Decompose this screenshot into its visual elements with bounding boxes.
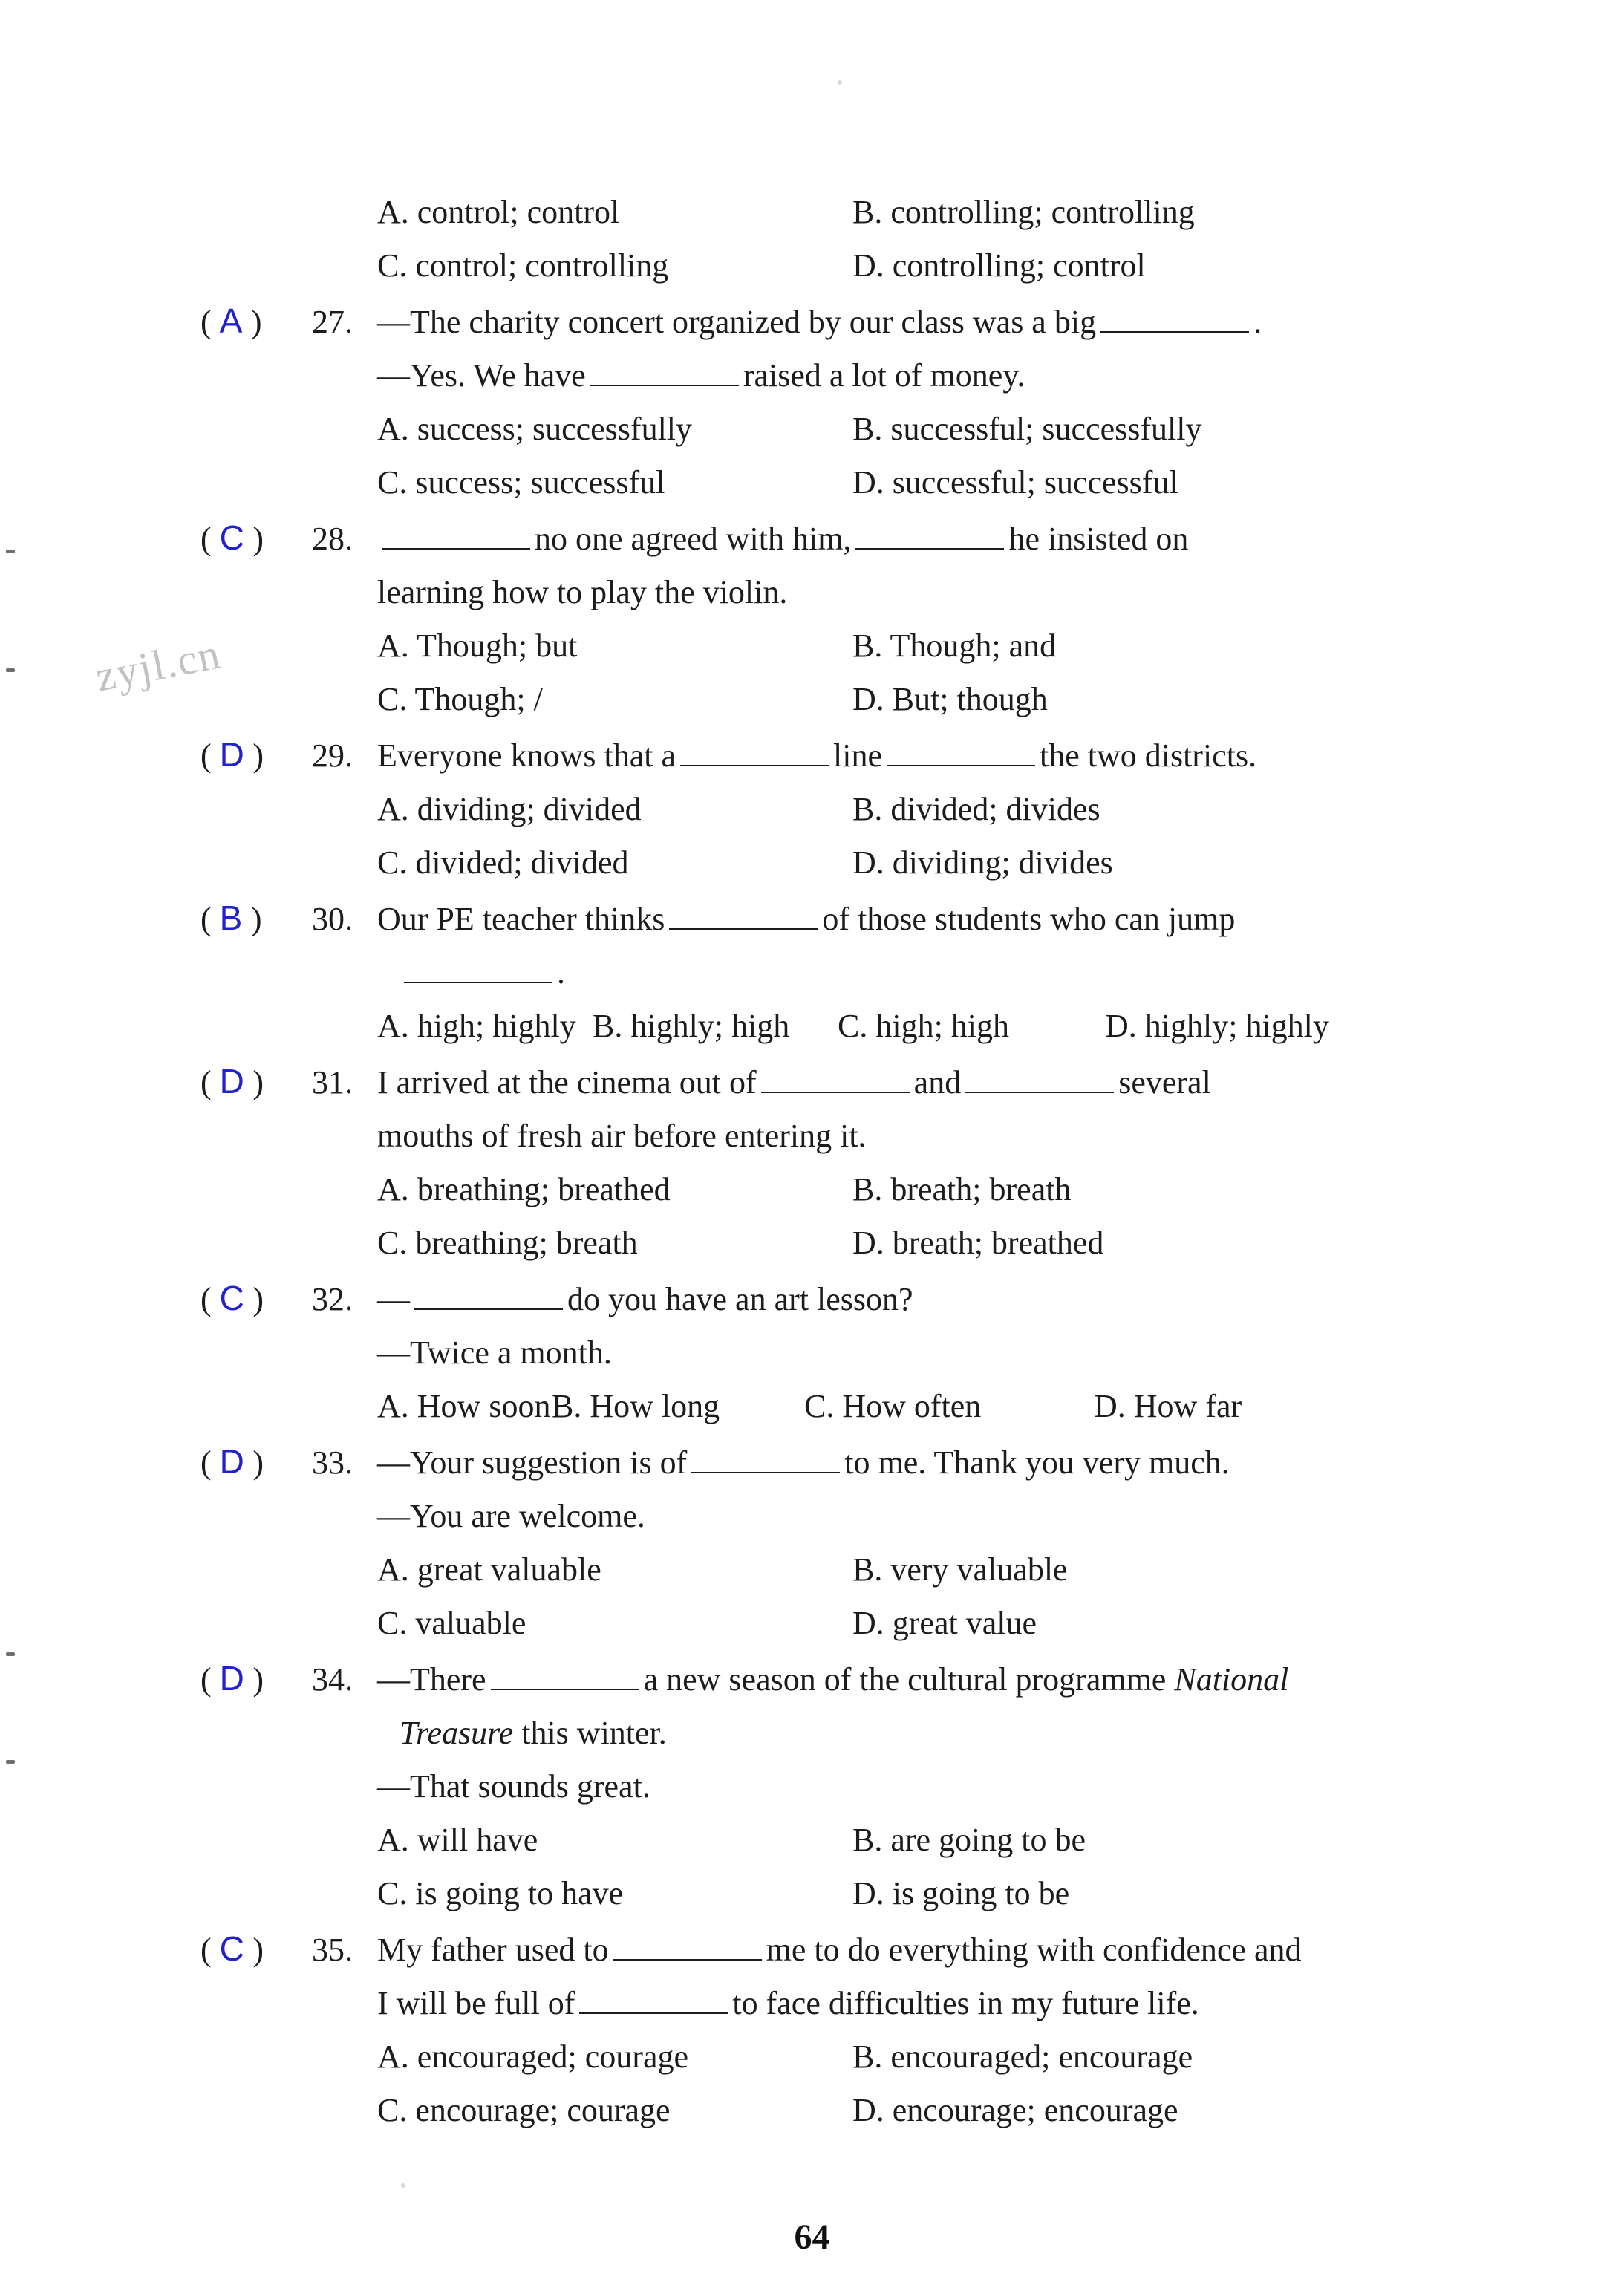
- edge-mark: [6, 1652, 15, 1656]
- programme-title-part1: National: [1174, 1661, 1289, 1698]
- option-row: [200, 783, 1507, 836]
- option-a[interactable]: A. great valuable: [377, 1551, 601, 1588]
- option-d[interactable]: D. is going to be: [852, 1875, 1070, 1911]
- option-c[interactable]: C. Though; /: [377, 681, 543, 717]
- answer-letter: D: [219, 1659, 245, 1698]
- question-stem-line: [200, 1977, 1507, 2030]
- question-block-34: [200, 1652, 1507, 1920]
- option-row: [200, 836, 1507, 890]
- answer-slot-29[interactable]: ( D ): [200, 735, 264, 774]
- option-row: [200, 1597, 1507, 1650]
- question-text: Our PE teacher thinks of those students who can jump: [377, 901, 1236, 937]
- question-text: Treasure this winter.: [400, 1715, 667, 1751]
- scan-speck: [401, 2183, 405, 2188]
- option-c[interactable]: C. How often: [804, 1388, 982, 1424]
- option-c[interactable]: C. high; high: [838, 1008, 1010, 1044]
- answer-letter: A: [219, 302, 243, 340]
- question-text: —You are welcome.: [377, 1498, 645, 1534]
- answer-slot-33[interactable]: ( D ): [200, 1442, 264, 1481]
- option-row: [200, 1163, 1507, 1216]
- question-block-28: [200, 511, 1507, 726]
- option-a[interactable]: A. high; highly: [377, 1008, 576, 1044]
- option-row: [200, 239, 1507, 293]
- question-stem-line: [200, 1326, 1507, 1380]
- question-block-35: [200, 1922, 1507, 2137]
- answer-blank[interactable]: [887, 743, 1035, 766]
- option-row: [200, 673, 1507, 726]
- option-row: [200, 1867, 1507, 1920]
- question-stem-line: [200, 946, 1507, 1000]
- question-text: —The charity concert organized by our class was a big .: [377, 304, 1262, 340]
- watermark: zyjl.cn: [91, 629, 225, 701]
- answer-blank[interactable]: [491, 1666, 639, 1690]
- option-a[interactable]: A. success; successfully: [377, 411, 693, 447]
- question-text: no one agreed with him, he insisted on: [377, 512, 1507, 566]
- question-stem-line: [200, 1652, 1507, 1707]
- option-c[interactable]: C. success; successful: [377, 464, 665, 501]
- answer-letter: D: [219, 1442, 245, 1481]
- option-b[interactable]: B. encouraged; encourage: [852, 2038, 1193, 2075]
- option-c[interactable]: C. encourage; courage: [377, 2092, 671, 2128]
- page-number: 64: [794, 2217, 830, 2257]
- option-c[interactable]: C. is going to have: [377, 1875, 624, 1911]
- answer-blank[interactable]: [680, 743, 829, 766]
- answer-blank[interactable]: [669, 906, 818, 930]
- answer-letter: B: [219, 899, 243, 937]
- question-stem-line: [200, 1271, 1507, 1326]
- question-block-27: [200, 294, 1507, 509]
- question-text: I will be full of to face difficulties in my future life.: [377, 1985, 1199, 2021]
- question-text: I arrived at the cinema out of and several: [377, 1064, 1211, 1101]
- option-b[interactable]: B. highly; high: [593, 1008, 790, 1044]
- question-stem-line: [200, 891, 1507, 946]
- option-c[interactable]: C. breathing; breath: [377, 1225, 638, 1261]
- question-number: 32.: [312, 1281, 353, 1317]
- questions-container: [200, 186, 1507, 2139]
- option-a[interactable]: A. will have: [377, 1822, 538, 1858]
- answer-blank[interactable]: [855, 526, 1004, 550]
- edge-mark: [6, 1760, 15, 1764]
- option-row: [200, 1543, 1507, 1597]
- answer-letter: C: [219, 1929, 245, 1968]
- answer-slot-31[interactable]: ( D ): [200, 1062, 264, 1101]
- question-stem-line: [200, 1490, 1507, 1543]
- question-block-33: [200, 1435, 1507, 1650]
- option-d[interactable]: D. dividing; divides: [852, 844, 1113, 881]
- question-text: —There a new season of the cultural programme National: [377, 1661, 1289, 1698]
- question-text: mouths of fresh air before entering it.: [377, 1118, 867, 1154]
- option-row: [200, 1380, 1507, 1433]
- question-block-30: [200, 891, 1507, 1053]
- option-d[interactable]: D. successful; successful: [852, 464, 1178, 501]
- question-number: 35.: [312, 1932, 353, 1968]
- option-d[interactable]: D. breath; breathed: [852, 1225, 1104, 1261]
- answer-blank[interactable]: [691, 1450, 840, 1473]
- option-b[interactable]: B. are going to be: [852, 1822, 1086, 1858]
- edge-mark: [6, 550, 15, 553]
- question-number: 27.: [312, 304, 353, 340]
- answer-slot-30[interactable]: ( B ): [200, 899, 262, 937]
- answer-slot-34[interactable]: ( D ): [200, 1659, 264, 1698]
- answer-slot-28[interactable]: ( C ): [200, 518, 264, 557]
- question-stem-line: [200, 349, 1507, 402]
- question-text: —Your suggestion is of to me. Thank you very much.: [377, 1444, 1230, 1481]
- option-d[interactable]: D. highly; highly: [1105, 1008, 1329, 1044]
- option-row: [200, 186, 1507, 239]
- option-row: [200, 619, 1507, 673]
- option-c[interactable]: C. valuable: [377, 1605, 526, 1641]
- option-b[interactable]: B. successful; successfully: [852, 411, 1202, 447]
- option-row: [200, 1216, 1507, 1270]
- question-stem-line: [200, 1760, 1507, 1813]
- question-text: learning how to play the violin.: [377, 574, 788, 610]
- option-d[interactable]: D. great value: [852, 1605, 1037, 1641]
- question-text: —Twice a month.: [377, 1334, 612, 1371]
- option-b[interactable]: B. very valuable: [852, 1551, 1068, 1588]
- option-a[interactable]: A. encouraged; courage: [377, 2038, 689, 2075]
- option-d[interactable]: D. encourage; encourage: [852, 2092, 1178, 2128]
- question-number: 28.: [312, 521, 353, 557]
- question-number: 31.: [312, 1064, 353, 1101]
- question-number: 29.: [312, 737, 353, 774]
- question-stem-line: [200, 1109, 1507, 1163]
- option-b[interactable]: B. controlling; controlling: [852, 194, 1195, 230]
- edge-mark: [6, 668, 15, 672]
- option-row: [200, 1813, 1507, 1867]
- option-row: [200, 402, 1507, 456]
- question-stem-line: [200, 1435, 1507, 1490]
- option-d[interactable]: D. But; though: [852, 681, 1048, 717]
- question-stem-line: [200, 1922, 1507, 1977]
- answer-blank[interactable]: [404, 959, 552, 983]
- question-text: My father used to me to do everything with confidence and: [377, 1932, 1302, 1968]
- answer-slot-35[interactable]: ( C ): [200, 1929, 264, 1968]
- answer-slot-32[interactable]: ( C ): [200, 1279, 264, 1317]
- question-text: —That sounds great.: [377, 1768, 650, 1805]
- answer-letter: C: [219, 1279, 245, 1317]
- option-d[interactable]: D. How far: [1094, 1388, 1242, 1424]
- answer-blank[interactable]: [579, 1990, 728, 2014]
- option-row: [200, 456, 1507, 509]
- question-stem-line: [200, 511, 1507, 566]
- question-stem-line: [200, 1707, 1507, 1760]
- option-a[interactable]: A. control; control: [377, 194, 620, 230]
- option-row: [200, 2084, 1507, 2137]
- question-text: — do you have an art lesson?: [377, 1281, 913, 1317]
- answer-slot-27[interactable]: ( A ): [200, 302, 262, 340]
- option-row: [200, 1000, 1507, 1053]
- answer-blank[interactable]: [414, 1286, 563, 1310]
- option-a[interactable]: A. How soon: [377, 1388, 551, 1424]
- option-a[interactable]: A. breathing; breathed: [377, 1171, 671, 1207]
- question-number: 34.: [312, 1661, 353, 1698]
- question-stem-line: [200, 1055, 1507, 1109]
- question-stem-line: [200, 566, 1507, 619]
- option-b[interactable]: B. How long: [552, 1388, 720, 1424]
- answer-blank[interactable]: [382, 526, 530, 550]
- option-b[interactable]: B. breath; breath: [852, 1171, 1072, 1207]
- question-block-31: [200, 1055, 1507, 1270]
- question-text: —Yes. We have raised a lot of money.: [377, 357, 1025, 394]
- question-text: .: [400, 946, 1507, 1000]
- question-block-26-options: [200, 186, 1507, 293]
- option-c[interactable]: C. divided; divided: [377, 844, 629, 881]
- option-c[interactable]: C. control; controlling: [377, 247, 669, 284]
- answer-letter: C: [219, 518, 245, 557]
- answer-blank[interactable]: [590, 362, 739, 386]
- question-number: 33.: [312, 1444, 353, 1481]
- option-row: [200, 2030, 1507, 2084]
- answer-blank[interactable]: [1100, 309, 1249, 333]
- answer-blank[interactable]: [613, 1937, 762, 1961]
- answer-letter: D: [219, 735, 245, 774]
- option-b[interactable]: B. Though; and: [852, 628, 1057, 664]
- answer-blank[interactable]: [965, 1069, 1114, 1093]
- question-block-32: [200, 1271, 1507, 1433]
- question-text: Everyone knows that a line the two districts.: [377, 737, 1257, 774]
- option-d[interactable]: D. controlling; control: [852, 247, 1146, 284]
- option-a[interactable]: A. Though; but: [377, 628, 578, 664]
- option-b[interactable]: B. divided; divides: [852, 791, 1100, 827]
- question-block-29: [200, 728, 1507, 890]
- question-stem-line: [200, 294, 1507, 349]
- question-stem-line: [200, 728, 1507, 783]
- programme-title-part2: Treasure: [400, 1715, 514, 1751]
- answer-letter: D: [219, 1062, 245, 1101]
- question-number: 30.: [312, 901, 353, 937]
- option-a[interactable]: A. dividing; divided: [377, 791, 642, 827]
- scan-speck: [838, 80, 842, 85]
- answer-blank[interactable]: [761, 1069, 910, 1093]
